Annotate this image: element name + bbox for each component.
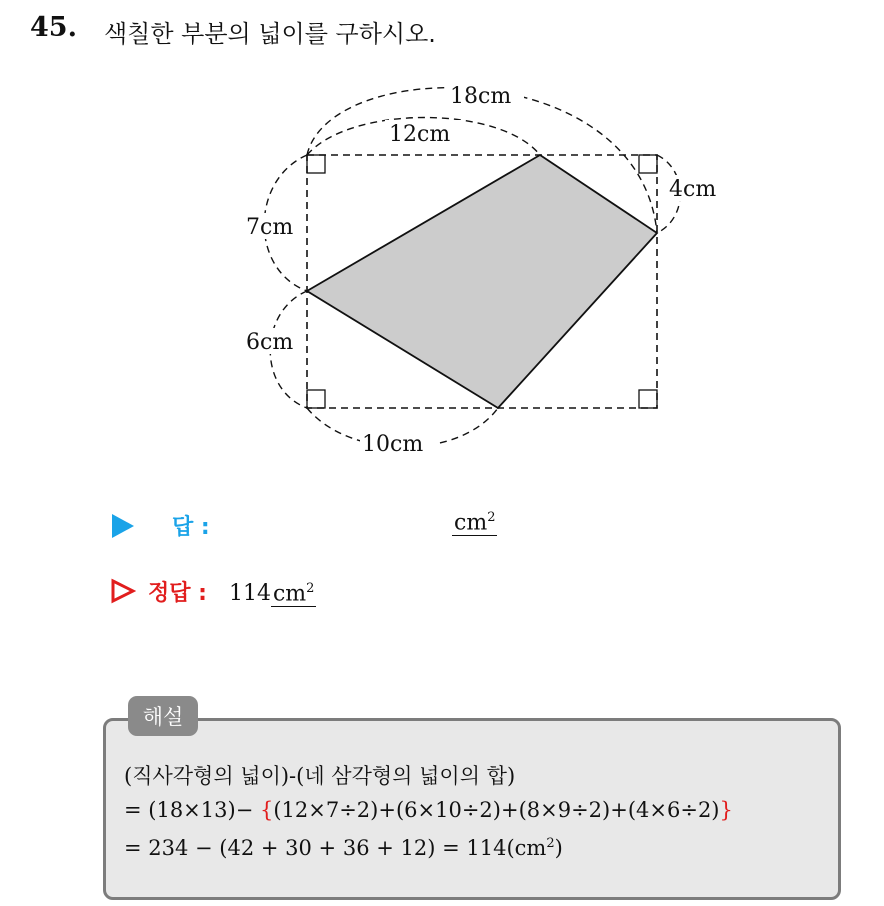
right-angle-bottom-left bbox=[307, 390, 325, 408]
correct-unit: $cm^2$ bbox=[272, 580, 315, 606]
answer-unit: $cm^2$ bbox=[454, 510, 496, 536]
label-4cm: 4cm bbox=[669, 177, 717, 202]
answer-marker-icon bbox=[112, 514, 134, 538]
correct-marker-icon bbox=[110, 578, 136, 604]
correct-value: 114 bbox=[228, 581, 271, 606]
question-number: 45. bbox=[30, 12, 77, 43]
shaded-quadrilateral bbox=[307, 155, 657, 408]
label-7cm: 7cm bbox=[246, 215, 294, 240]
label-10cm: 10cm bbox=[362, 432, 424, 457]
correct-answer-row bbox=[110, 574, 316, 607]
solution-tab: 해설 bbox=[128, 696, 198, 736]
label-6cm: 6cm bbox=[246, 330, 294, 355]
label-12cm: 12cm bbox=[389, 122, 451, 147]
right-angle-top-right bbox=[639, 155, 657, 173]
label-18cm: 18cm bbox=[450, 84, 512, 109]
correct-label: 정답 : bbox=[148, 581, 207, 606]
answer-label: 답 : bbox=[172, 515, 210, 540]
solution-line-3: = $234 - (42 + 30 + 36 + 12) = 114(cm^2)$ bbox=[124, 836, 563, 860]
right-angle-bottom-right bbox=[639, 390, 657, 408]
question-text: 색칠한 부분의 넓이를 구하시오. bbox=[104, 20, 436, 48]
right-angle-top-left bbox=[307, 155, 325, 173]
solution-line-2: = (18×13)− {(12×7÷2)+(6×10÷2)+(8×9÷2)+(4×6÷2)} bbox=[124, 798, 733, 822]
answer-row bbox=[112, 510, 210, 541]
solution-line-1: (직사각형의 넓이)-(네 삼각형의 넓이의 합) bbox=[124, 764, 516, 788]
